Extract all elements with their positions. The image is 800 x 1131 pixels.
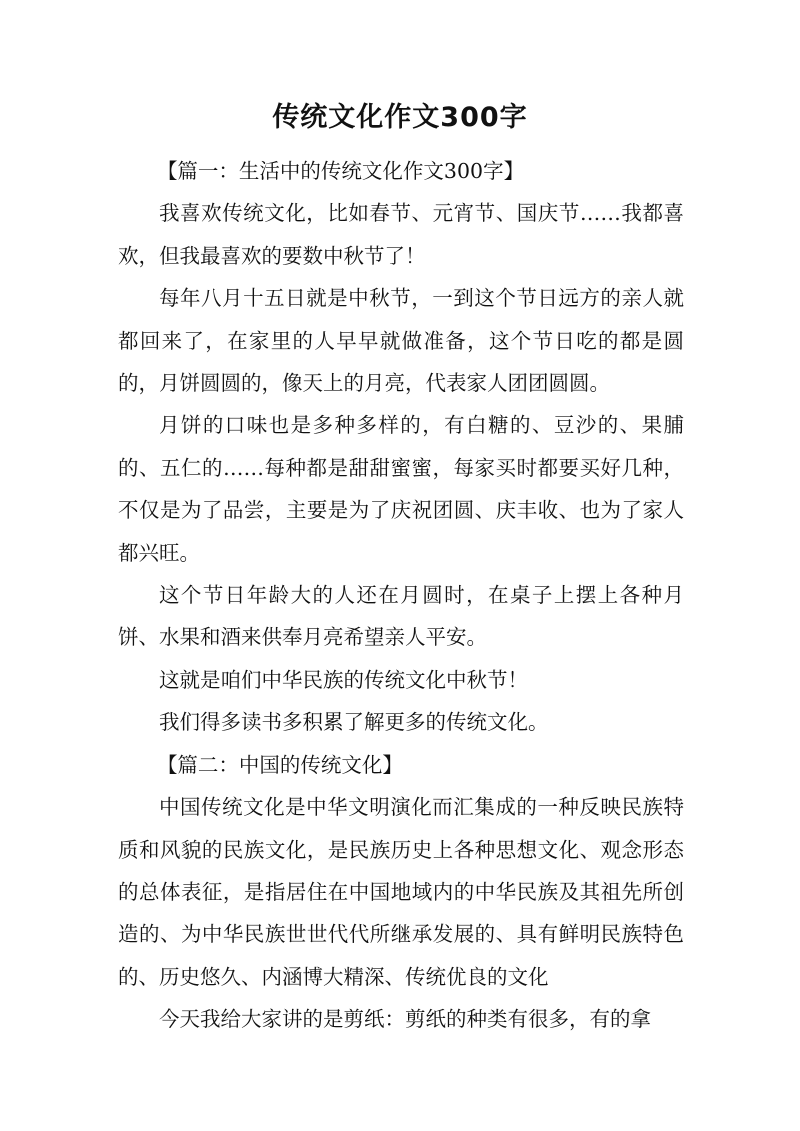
document-title: 传统文化作文300字 [272, 102, 528, 133]
paragraph: 月饼的口味也是多种多样的，有白糖的、豆沙的、果脯的、五仁的……每种都是甜甜蜜蜜，每家买时都要买好几种，不仅是为了品尝，主要是为了庆祝团圆、庆丰收、也为了家人都兴旺。 [118, 413, 684, 565]
section-heading-2: 【篇二：中国的传统文化】 [156, 752, 403, 777]
paragraph: 我喜欢传统文化，比如春节、元宵节、国庆节……我都喜欢，但我最喜欢的要数中秋节了！ [118, 201, 684, 268]
paragraph: 今天我给大家讲的是剪纸：剪纸的种类有很多，有的拿 [159, 1007, 651, 1032]
paragraph: 每年八月十五日就是中秋节，一到这个节日远方的亲人就都回来了，在家里的人早早就做准备，这个节日吃的都是圆的，月饼圆圆的，像天上的月亮，代表家人团团圆圆。 [118, 286, 684, 396]
section-heading-1: 【篇一：生活中的传统文化作文300字】 [156, 159, 525, 183]
paragraph: 我们得多读书多积累了解更多的传统文化。 [159, 710, 549, 735]
paragraph: 这就是咱们中华民族的传统文化中秋节！ [159, 667, 528, 692]
paragraph: 中国传统文化是中华文明演化而汇集成的一种反映民族特质和风貌的民族文化，是民族历史上各种思想文化、观念形态的总体表征，是指居住在中国地域内的中华民族及其祖先所创造的、为中华民族世世代代所继承发展的、具有鲜明民族特色的、历史悠久、内涵博大精深、传统优良的文化 [118, 795, 684, 989]
paragraph: 这个节日年龄大的人还在月圆时，在桌子上摆上各种月饼、水果和酒来供奉月亮希望亲人平安。 [118, 583, 684, 650]
document-body [118, 150, 684, 1041]
